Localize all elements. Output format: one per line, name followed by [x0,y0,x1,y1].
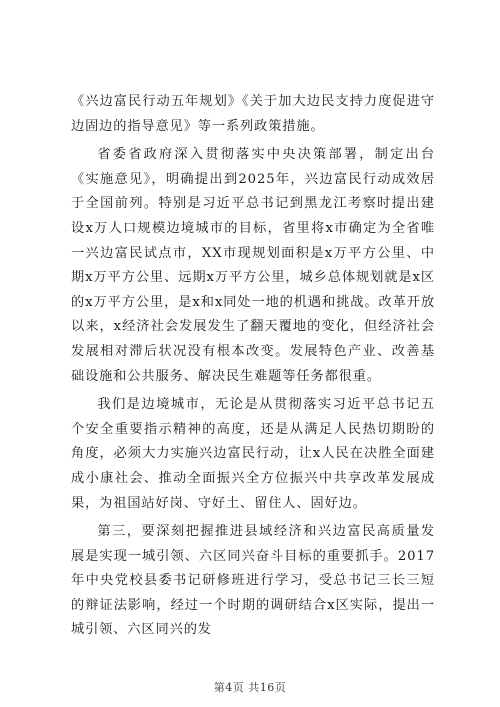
paragraph-3: 我们是边境城市，无论是从贯彻落实习近平总书记五个安全重要指示精神的高度，还是从满足人民热切期盼的角度，必须大力实施兴边富民行动，让x人民在决胜全面建成小康社会、推动全面振兴全方位振兴中共享改革发展成果，为祖国站好岗、守好土、留住人、固好边。 [71,397,435,511]
paragraph-4: 第三，要深刻把握推进县域经济和兴边富民高质量发展是实现一城引领、六区同兴奋斗目标的重要抓手。2017年中央党校县委书记研修班进行学习，受总书记三长三短的辩证法影响，经过一个时期的调研结合x区实际，提出一城引领、六区同兴的发 [71,524,435,638]
page-footer: 第4页 共16页 [213,681,287,694]
document-body [71,90,435,647]
paragraph-2: 省委省政府深入贯彻落实中央决策部署，制定出台《实施意见》，明确提出到2025年，兴边富民行动成效居于全国前列。特别是习近平总书记到黑龙江考察时提出建设x万人口规模边境城市的目标，省里将x市确定为全省唯一兴边富民试点市，XX市现规划面积是x万平方公里、中期x万平方公里、远期x万平方公里，城乡总体规划就是x区的x万平方公里，是x和x同处一地的机遇和挑战。改革开放以来，x经济社会发展发生了翻天覆地的变化，但经济社会发展相对滞后状况没有根本改变。发展特色产业、改善基础设施和公共服务、解决民生难题等任务都很重。 [71,147,435,384]
paragraph-1: 《兴边富民行动五年规划》《关于加大边民支持力度促进守边固边的指导意见》等一系列政策措施。 [71,94,435,134]
